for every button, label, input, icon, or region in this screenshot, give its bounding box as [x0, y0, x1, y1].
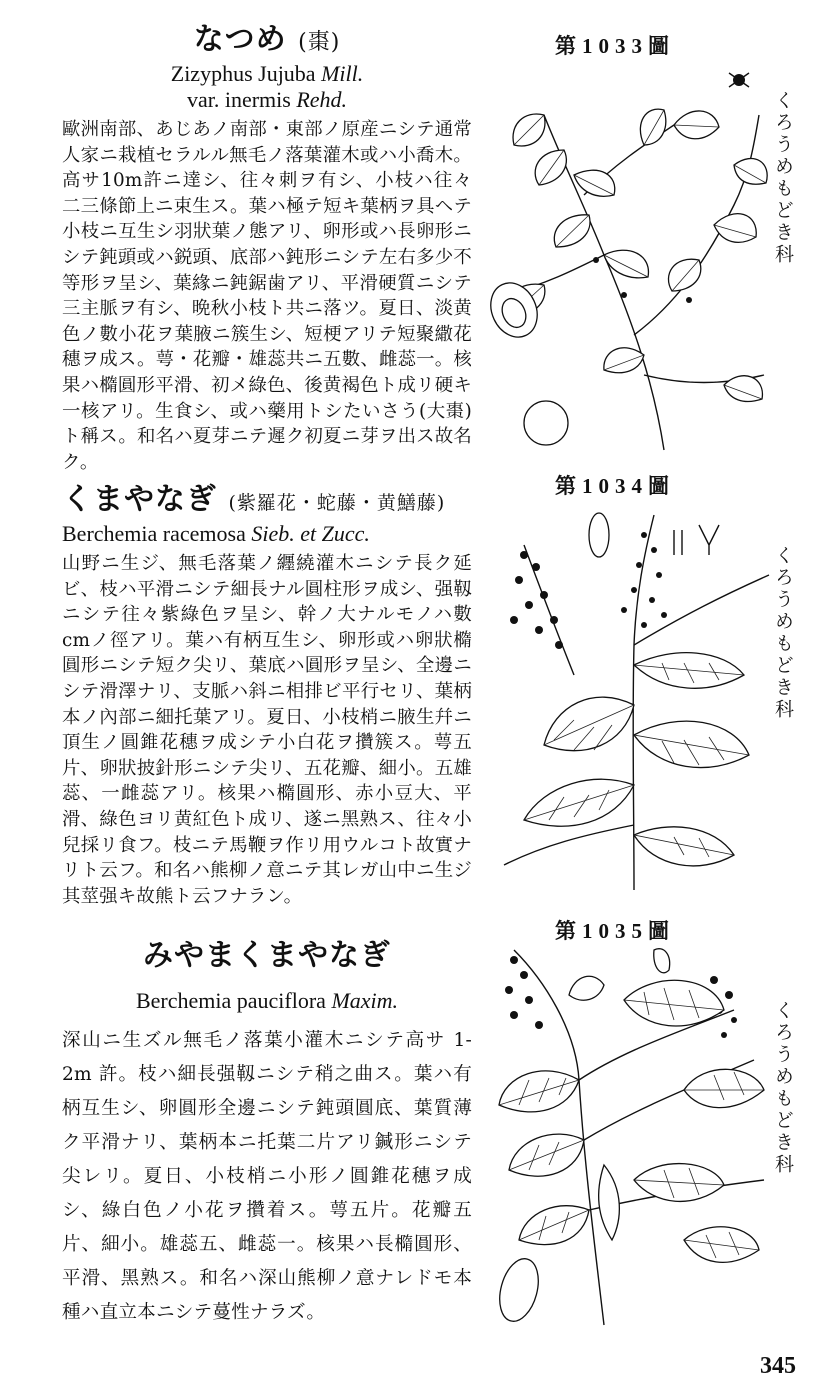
- jp-name: なつめ: [193, 22, 287, 57]
- sci-author: Sieb. et Zucc.: [251, 521, 370, 546]
- scientific-name: [62, 61, 472, 87]
- sci-name-text: Berchemia racemosa: [62, 521, 252, 546]
- family-label: くろうめもどき科: [772, 90, 794, 266]
- entry-miyamakumayanagi: [62, 938, 472, 1330]
- figure-label-1035: 第1035圖: [555, 919, 675, 943]
- entry-title: [62, 482, 472, 521]
- family-label: くろうめもどき科: [772, 1000, 794, 1176]
- kumayanagi-illustration: [484, 505, 774, 895]
- description: 歐洲南部、あじあノ南部・東部ノ原産ニシテ通常人家ニ栽植セラルル無毛ノ落葉灌木或ハ小喬木。高サ10m許ニ達シ、往々刺ヲ有シ、小枝ハ往々二三條節上ニ束生ス。葉ハ極テ短キ葉柄ヲ具ヘテ小枝ニ互生シ羽狀葉ノ態アリ、卵形或ハ長卵形ニシテ鈍頭或ハ鋭頭、底部ハ鈍形ニシテ左右多少不等形ヲ呈シ、葉緣ニ鈍鋸歯アリ、平滑硬質ニシテ三主脈ヲ有シ、晩秋小枝ト共ニ落ツ。夏日、淡黄色ノ數小花ヲ葉腋ニ簇生シ、短梗アリテ短聚繖花穗ヲ成ス。萼・花瓣・雄蕊共ニ五數、雌蕊一。核果ハ橢圓形平滑、初メ綠色、後黄褐色ト成リ硬キ一核アリ。生食シ、或ハ藥用トシたいさう(大棗)ト稱ス。和名ハ夏芽ニテ遲ク初夏ニ芽ヲ出ス故名ク。: [62, 119, 472, 473]
- sci-var-author: Rehd.: [296, 87, 348, 112]
- entry-kumayanagi: [62, 482, 472, 909]
- sci-name-text: Zizyphus Jujuba: [170, 61, 322, 86]
- entry-natsume: [62, 22, 472, 475]
- scientific-name: [62, 988, 472, 1014]
- scientific-name: [62, 521, 472, 547]
- page-number: 345: [760, 1353, 796, 1379]
- scientific-variety: [62, 87, 472, 113]
- sci-author: Maxim.: [331, 988, 399, 1013]
- figure-label-1033: 第1033圖: [555, 34, 675, 58]
- jp-name: くまやなぎ: [62, 482, 217, 517]
- jp-name: みやまくまやなぎ: [143, 938, 391, 973]
- miyamakumayanagi-illustration: [484, 940, 774, 1330]
- sci-var-text: var. inermis: [186, 87, 297, 112]
- sci-name-text: Berchemia pauciflora: [135, 988, 332, 1013]
- figure-label-1034: 第1034圖: [555, 474, 675, 498]
- jp-alt-name: (棗): [298, 30, 341, 55]
- description: 山野ニ生ジ、無毛落葉ノ纒繞灌木ニシテ長ク延ビ、枝ハ平滑ニシテ細長ナル圓柱形ヲ成シ、强靱ニシテ往々紫綠色ヲ呈シ、幹ノ大ナルモノハ數cmノ徑アリ。葉ハ有柄互生シ、卵形或ハ卵狀橢圓形ニシテ短ク尖リ、葉底ハ圓形ヲ呈シ、全邊ニシテ滑澤ナリ、支脈ハ斜ニ相排ビ平行セリ、葉柄本ノ內部ニ細托葉アリ。夏日、小枝梢ニ腋生幷ニ頂生ノ圓錐花穗ヲ成シテ小白花ヲ攢簇ス。萼五片、卵狀披針形ニシテ尖リ、五花瓣、細小。五雄蕊、一雌蕊アリ。核果ハ橢圓形、赤小豆大、平滑、綠色ヨリ黄紅色ト成リ、遂ニ黑熟ス、往々小兒採リ食フ。枝ニテ馬鞭ヲ作リ用ウルコト故實ナリト云フ。和名ハ熊柳ノ意ニテ其レガ山中ニ生ジ其莖强キ故熊ト云フナラン。: [62, 553, 472, 907]
- description: 深山ニ生ズル無毛ノ落葉小灌木ニシテ高サ 1-2m 許。枝ハ細長强靱ニシテ稍之曲ス。葉ハ有柄互生シ、卵圓形全邊ニシテ鈍頭圓底、葉質薄ク平滑ナリ、葉柄本ニ托葉二片アリ鍼形ニシテ尖レリ。夏日、小枝梢ニ小形ノ圓錐花穗ヲ成シ、綠白色ノ小花ヲ攢着ス。萼五片。花瓣五片、細小。雄蕊五、雌蕊一。核果ハ長橢圓形、平滑、黑熟ス。和名ハ深山熊柳ノ意ナレドモ本種ハ直立本ニシテ蔓性ナラズ。: [62, 1030, 472, 1323]
- jp-alt-name: (紫羅花・蛇藤・黄鱔藤): [228, 492, 446, 514]
- jujube-illustration: [484, 55, 774, 455]
- entry-title: [62, 938, 472, 974]
- sci-author: Mill.: [321, 61, 364, 86]
- family-label: くろうめもどき科: [772, 545, 794, 721]
- entry-title: [62, 22, 472, 61]
